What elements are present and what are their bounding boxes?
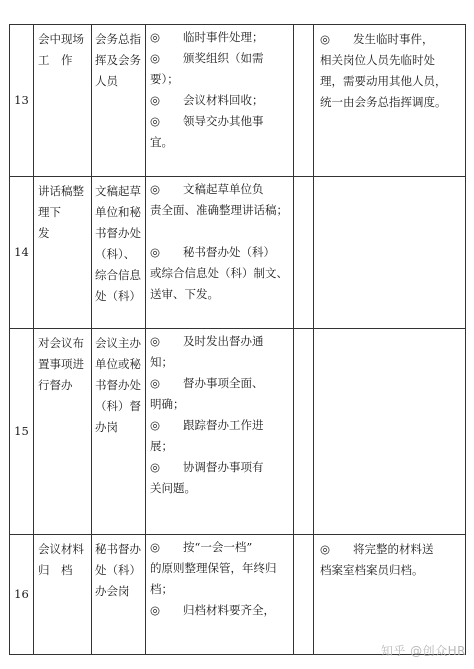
notes-cell	[314, 25, 466, 177]
task-text-line	[150, 221, 289, 242]
task-text-line: ◎ 文稿起草单位负	[150, 182, 264, 196]
item-text-line: 讲话稿整	[38, 184, 84, 198]
watermark-text: 知乎 @创众HR	[380, 644, 466, 658]
department-text-line: 办会岗	[95, 584, 130, 598]
department-text-line: 单位或秘	[95, 357, 141, 371]
item-text-line: 发	[38, 226, 50, 240]
task-text-line: ◎ 颁奖组织（如需	[150, 51, 264, 65]
department-cell	[92, 177, 146, 329]
note-text-line: 统一由会务总指挥调度。	[320, 95, 447, 109]
row-number: 15	[14, 424, 29, 438]
schedule-table	[9, 24, 466, 655]
department-text-line: 人员	[95, 74, 118, 88]
task-text-line: 送审、下发。	[150, 287, 219, 301]
task-text-line: 要）；	[150, 72, 179, 86]
department-text-line: 综合信息	[95, 268, 141, 282]
note-text-line: 档案室档案员归档。	[320, 563, 424, 577]
table-row	[10, 329, 466, 535]
department-text-line: 处（科）	[95, 563, 141, 577]
department-text-line: 处（科）	[95, 289, 141, 303]
row-number-cell	[10, 329, 34, 535]
tasks-cell	[146, 177, 294, 329]
row-number: 16	[14, 587, 29, 601]
note-text-line: ◎ 将完整的材料送	[320, 542, 434, 556]
note-text-line: ◎ 发生临时事件，	[320, 32, 434, 46]
tasks-cell	[146, 535, 294, 655]
task-text-line: ◎ 跟踪督办工作进	[150, 418, 264, 432]
task-text-line: 关问题。	[150, 481, 196, 495]
department-text-line: 会务总指	[95, 32, 141, 46]
item-text-line: 置事项进	[38, 357, 84, 371]
table-row	[10, 535, 466, 655]
blank-cell	[294, 329, 314, 535]
row-number-cell	[10, 177, 34, 329]
row-number: 13	[14, 93, 29, 107]
department-text-line: 文稿起草	[95, 184, 141, 198]
task-text-line: 档；	[150, 582, 173, 596]
blank-cell	[294, 177, 314, 329]
item-text-line: 会议材料	[38, 542, 84, 556]
notes-cell	[314, 177, 466, 329]
task-text-line: 明确；	[150, 397, 185, 411]
item-cell	[34, 535, 92, 655]
note-text-line: 理，需要动用其他人员，	[320, 74, 447, 88]
task-text-line: ◎ 归档材料要齐全，	[150, 603, 276, 617]
department-text-line: 秘书督办	[95, 542, 141, 556]
task-text-line: ◎ 按“一会一档”	[150, 540, 253, 554]
department-text-line: 办岗	[95, 420, 118, 434]
item-cell	[34, 329, 92, 535]
table-row	[10, 25, 466, 177]
department-text-line: 会议主办	[95, 336, 141, 350]
task-text-line: ◎ 督办事项全面、	[150, 376, 264, 390]
department-text-line: 单位和秘	[95, 205, 141, 219]
item-cell	[34, 177, 92, 329]
note-text-line: 相关岗位人员先临时处	[320, 53, 435, 67]
row-number: 14	[14, 245, 29, 259]
notes-cell	[314, 535, 466, 655]
task-text-line: 的原则整理保管，年终归	[150, 561, 277, 575]
task-text-line: ◎ 及时发出督办通	[150, 334, 264, 348]
department-text-line: 挥及会务	[95, 53, 141, 67]
blank-cell	[294, 535, 314, 655]
task-text-line: 责全面、准确整理讲话稿；	[150, 203, 288, 217]
item-text-line: 理下	[38, 205, 61, 219]
department-text-line: （科）督	[95, 399, 141, 413]
tasks-cell	[146, 25, 294, 177]
task-text-line: ◎ 协调督办事项有	[150, 460, 264, 474]
item-cell	[34, 25, 92, 177]
department-text-line: 书督办处	[95, 378, 141, 392]
task-text-line: 展；	[150, 439, 173, 453]
task-text-line: 知；	[150, 355, 173, 369]
item-text-line: 会中现场	[38, 32, 84, 46]
department-text-line: 书督办处	[95, 226, 141, 240]
task-text-line: 或综合信息处（科）制文、	[150, 266, 288, 280]
row-number-cell	[10, 25, 34, 177]
item-text-line: 归 档	[38, 563, 73, 577]
table-body	[10, 25, 466, 655]
item-text-line: 行督办	[38, 378, 73, 392]
item-text-line: 工 作	[38, 53, 73, 67]
task-text-line: ◎ 秘书督办处（科）	[150, 245, 276, 259]
notes-cell	[314, 329, 466, 535]
blank-cell	[294, 25, 314, 177]
task-text-line: ◎ 临时事件处理；	[150, 30, 264, 44]
task-text-line: 宜。	[150, 135, 173, 149]
department-cell	[92, 329, 146, 535]
department-cell	[92, 535, 146, 655]
row-number-cell	[10, 535, 34, 655]
item-text-line: 对会议布	[38, 336, 84, 350]
task-text-line: ◎ 会议材料回收；	[150, 93, 264, 107]
tasks-cell	[146, 329, 294, 535]
table-row	[10, 177, 466, 329]
department-cell	[92, 25, 146, 177]
task-text-line: ◎ 领导交办其他事	[150, 114, 264, 128]
department-text-line: （科）、	[95, 247, 136, 261]
